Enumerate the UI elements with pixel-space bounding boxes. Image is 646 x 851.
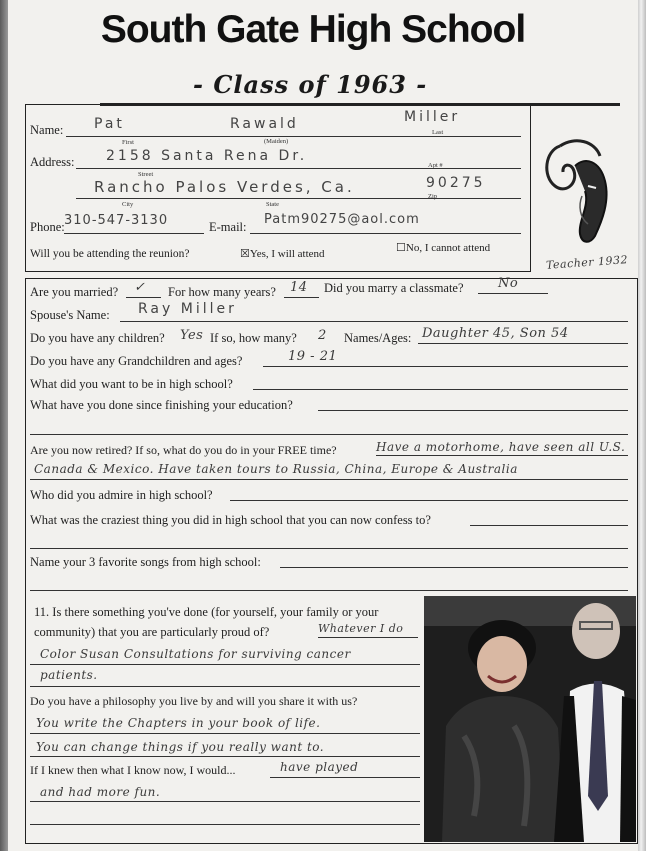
names-ages-value: Daughter 45, Son 54 [422,326,569,341]
howmany-value: 2 [318,328,327,343]
songs-line-2 [30,590,628,591]
children-value: Yes [180,328,204,343]
street-value: 2158 Santa Rena Dr. [106,148,308,164]
admire-label: Who did you admire in high school? [30,488,213,502]
philosophy-label: Do you have a philosophy you live by and will you share it with us? [30,694,358,708]
name-label: Name: [30,123,64,137]
class-of-heading: - Class of 1963 - [193,70,428,99]
email-label: E-mail: [209,220,247,234]
last-sublabel: Last [432,129,444,136]
proud-value-2: Color Susan Consultations for surviving cancer [40,647,351,661]
knew-value-1: have played [280,760,359,774]
retired-line [376,455,628,456]
names-ages-label: Names/Ages: [344,331,412,345]
city-value: Rancho Palos Verdes, Ca. [94,178,355,196]
name-line [66,136,521,137]
maiden-name-value: Rawald [230,116,299,132]
proud-value-1: Whatever I do [318,622,404,635]
knew-label: If I knew then what I know now, I would... [30,763,236,777]
classmate-value: No [498,276,519,291]
street-sublabel: Street [138,171,154,178]
retired-value-2: Canada & Mexico. Have taken tours to Russia, China, Europe & Australia [34,462,518,476]
years-label: For how many years? [168,285,276,299]
craziest-line [470,525,628,526]
married-value: ✓ [134,280,146,295]
mascot-caption: Teacher 1932 [545,253,629,272]
next-page-edge [638,0,646,851]
reunion-no-option[interactable] [396,241,490,254]
want-be-line [253,389,628,390]
craziest-label: What was the craziest thing you did in high school that you can now confess to? [30,513,431,527]
since-label: What have you done since finishing your education? [30,398,293,412]
book-spine-shadow [0,0,8,851]
married-line [126,297,161,298]
phone-value: 310-547-3130 [64,213,169,228]
reunion-question: Will you be attending the reunion? [30,248,190,260]
apt-sublabel: Apt # [428,162,443,169]
proud-line-3 [30,686,420,687]
proud-line-2 [30,664,420,665]
married-label: Are you married? [30,285,119,299]
spouse-line [120,321,628,322]
couple-photo [424,596,636,842]
years-line [284,297,319,298]
no-option-label: No, I cannot attend [405,242,491,254]
yes-checkbox[interactable]: ☒ [240,248,250,260]
zip-sublabel: Zip [428,193,438,200]
grandchildren-label: Do you have any Grandchildren and ages? [30,354,243,368]
proud-label-1: 11. Is there something you've done (for yourself, your family or your [34,605,379,619]
philosophy-line [30,733,420,734]
want-be-label: What did you want to be in high school? [30,377,233,391]
grandchildren-value: 19 - 21 [288,349,338,364]
grandchildren-line [263,366,628,367]
retired-line-2 [30,479,628,480]
yearbook-page [8,0,638,851]
retired-value-1: Have a motorhome, have seen all U.S. [376,440,626,454]
songs-line [280,567,628,568]
knew-value-2: and had more fun. [40,785,161,799]
yes-option-label: Yes, I will attend [249,248,325,260]
phone-line [64,233,204,234]
years-value: 14 [290,280,308,295]
first-name-value: Pat [94,116,125,132]
children-label: Do you have any children? [30,331,165,345]
knew-line-2 [30,801,420,802]
craziest-line-2 [30,548,628,549]
classmate-line [478,293,548,294]
school-title: South Gate High School [100,8,526,51]
since-line-2 [30,434,628,435]
email-line [250,233,521,234]
ram-mascot-illustration [540,126,620,256]
names-line [418,343,628,344]
knew-line-3 [30,824,420,825]
address-label: Address: [30,155,75,169]
spouse-value: Ray Miller [138,301,237,317]
knew-line [270,777,420,778]
no-checkbox[interactable]: ☐ [396,242,406,254]
phone-label: Phone: [30,220,65,234]
philosophy-value-2: You can change things if you really want to. [36,740,325,754]
howmany-label: If so, how many? [210,331,297,345]
city-sublabel: City [122,201,134,208]
first-sublabel: First [122,139,134,146]
retired-label: Are you now retired? If so, what do you do in your FREE time? [30,443,337,457]
admire-line [230,500,628,501]
state-sublabel: State [266,201,279,208]
city-line [76,198,521,199]
reunion-yes-option[interactable] [240,247,325,260]
proud-line [318,637,418,638]
spouse-label: Spouse's Name: [30,308,110,322]
songs-label: Name your 3 favorite songs from high school: [30,555,261,569]
street-line [76,168,521,169]
zip-value: 90275 [426,175,486,191]
email-value: Patm90275@aol.com [264,212,420,227]
proud-value-3: patients. [40,668,98,682]
philosophy-value-1: You write the Chapters in your book of life. [36,716,321,730]
maiden-sublabel: (Maiden) [264,138,289,145]
since-line [318,410,628,411]
last-name-value: Miller [404,109,461,125]
classmate-label: Did you marry a classmate? [324,281,464,295]
proud-label-2: community) that you are particularly proud of? [34,625,270,639]
philosophy-line-2 [30,756,420,757]
